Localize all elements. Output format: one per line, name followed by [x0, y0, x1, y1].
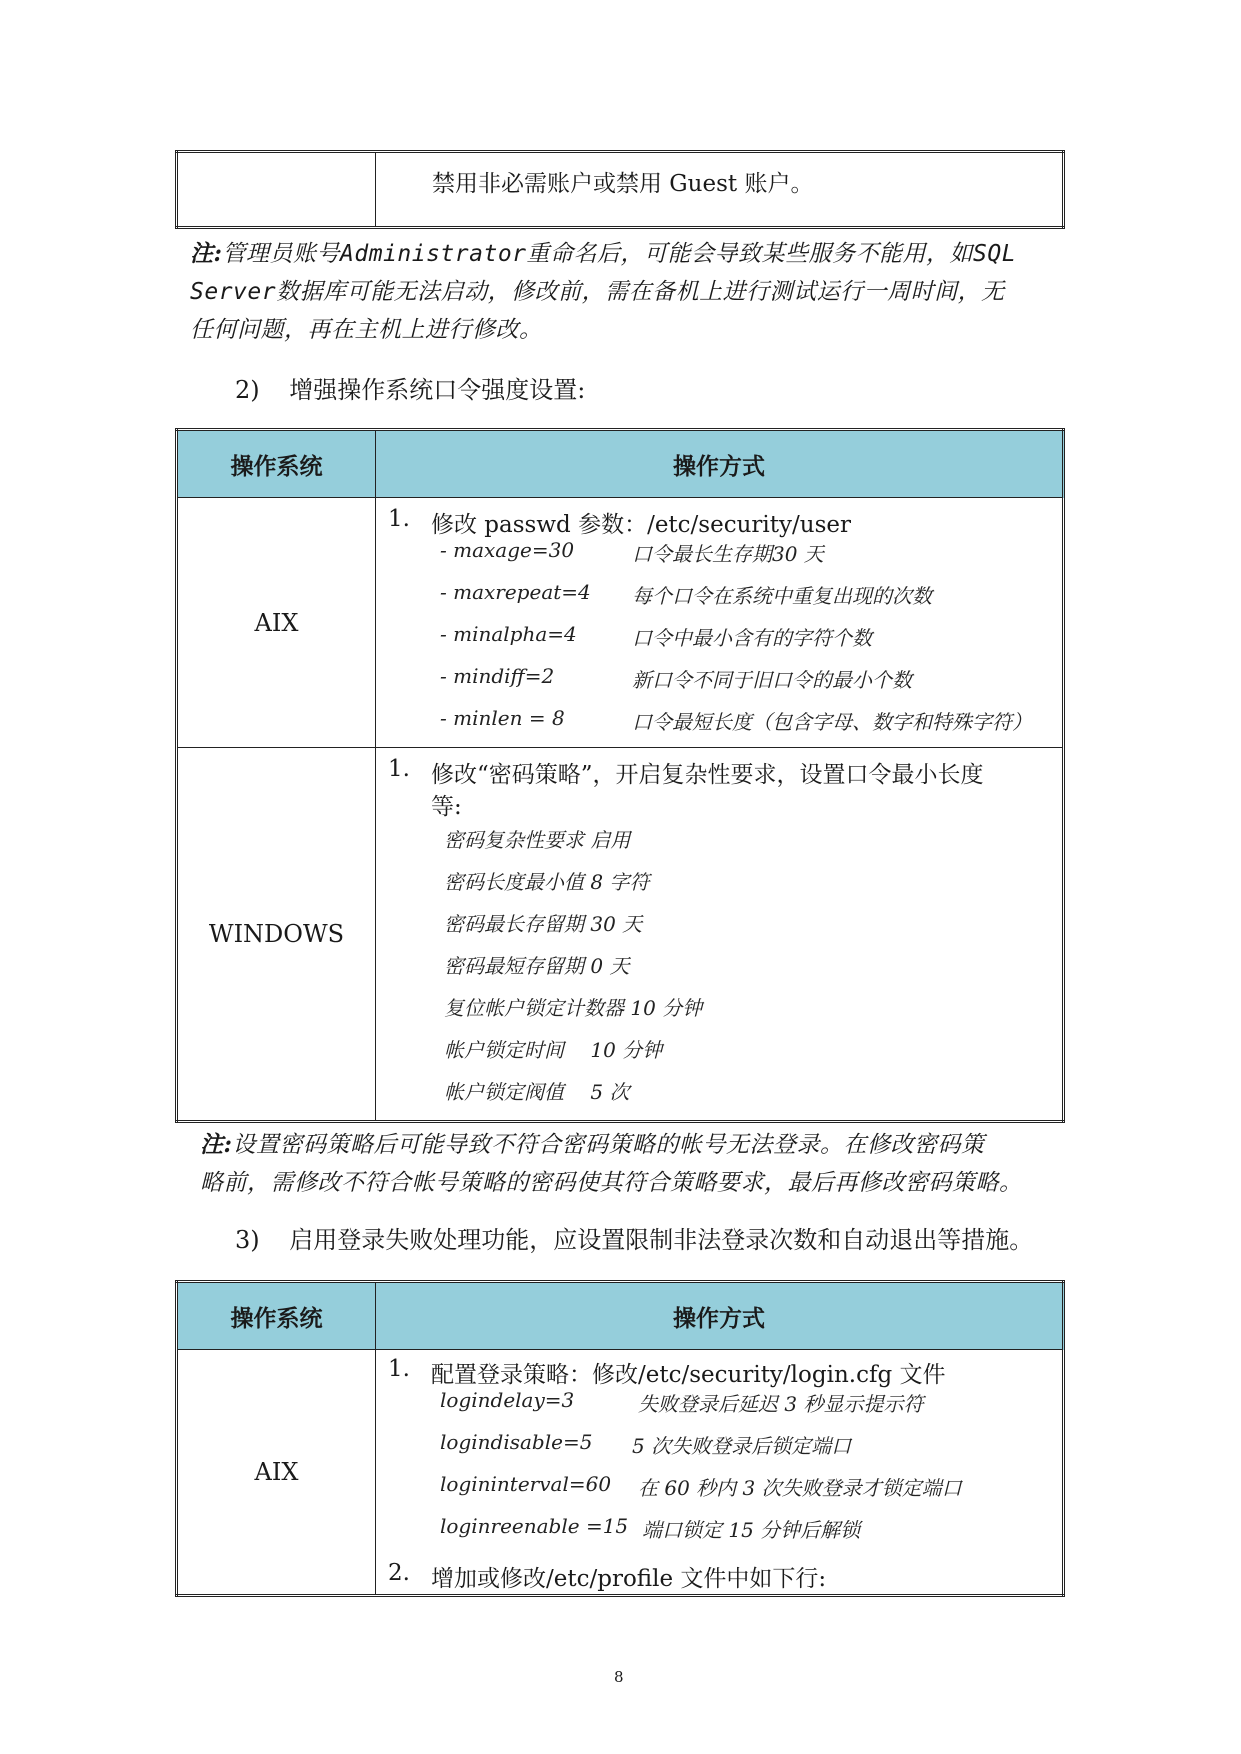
login-failure-table [175, 1280, 1065, 1597]
table-cell-empty [177, 152, 376, 228]
windows-setting: 复位帐户锁定计数器 10 分钟 [444, 996, 703, 1020]
item-number: 2. [388, 1560, 410, 1586]
param-key: - maxage=30 [440, 538, 575, 562]
note-text: 管理员账号 [222, 241, 340, 267]
page-number: 8 [614, 1668, 624, 1686]
param-desc: 失败登录后延迟 3 秒显示提示符 [638, 1392, 924, 1416]
param-key: - minlen = 8 [440, 706, 565, 730]
header-method: 操作方式 [376, 1282, 1064, 1350]
param-key: - mindiff=2 [440, 664, 555, 688]
aix-login-method-cell [376, 1350, 1064, 1596]
windows-setting: 密码最短存留期 0 天 [444, 954, 630, 978]
aix-profile-text: 增加或修改/etc/profile 文件中如下行: [431, 1566, 827, 1592]
password-policy-table [175, 428, 1065, 1123]
param-key: - maxrepeat=4 [440, 580, 591, 604]
windows-method-cell [376, 748, 1064, 1122]
item-number: 1. [388, 1356, 410, 1382]
section-number: 3) [235, 1226, 260, 1254]
item-number: 1. [388, 506, 410, 532]
note-line-3: 任何问题，再在主机上进行修改。 [190, 317, 543, 343]
param-desc: 新口令不同于旧口令的最小个数 [632, 668, 912, 692]
header-os: 操作系统 [177, 1282, 376, 1350]
table-top-continuation [175, 150, 1065, 229]
note-text: 数据库可能无法启动，修改前，需在备机上进行测试运行一周时间，无 [276, 279, 1005, 305]
os-aix: AIX [177, 498, 376, 748]
note-admin-rename [190, 235, 1070, 349]
param-key: logindelay=3 [440, 1388, 575, 1412]
header-os: 操作系统 [177, 430, 376, 498]
note-mono-text: SQL [973, 241, 1017, 267]
table-cell-text [376, 152, 1064, 228]
os-aix: AIX [177, 1350, 376, 1596]
section-number: 2) [235, 376, 260, 404]
aix-method-cell [376, 498, 1064, 748]
note-line-2 [190, 273, 1070, 311]
section-text: 启用登录失败处理功能，应设置限制非法登录次数和自动退出等措施。 [289, 1226, 1034, 1254]
section-2-heading [235, 370, 585, 405]
aix-main-text: 修改 passwd 参数：/etc/security/user [431, 512, 851, 538]
windows-setting: 密码复杂性要求 启用 [444, 828, 631, 852]
param-desc: 在 60 秒内 3 次失败登录才锁定端口 [638, 1476, 962, 1500]
windows-setting: 帐户锁定时间 10 分钟 [444, 1038, 663, 1062]
windows-setting: 帐户锁定阀值 5 次 [444, 1080, 630, 1104]
windows-main-text: 修改“密码策略”，开启复杂性要求，设置口令最小长度 [431, 762, 984, 788]
param-desc: 口令中最小含有的字符个数 [632, 626, 872, 650]
note-text: 设置密码策略后可能导致不符合密码策略的帐号无法登录。在修改密码策 [232, 1132, 985, 1158]
note-line-1 [190, 235, 1070, 273]
param-desc: 每个口令在系统中重复出现的次数 [632, 584, 932, 608]
section-text: 增强操作系统口令强度设置: [289, 376, 586, 404]
param-key: logininterval=60 [440, 1472, 612, 1496]
note-text: 重命名后，可能会导致某些服务不能用，如 [526, 241, 974, 267]
note-mono-text: Server [190, 279, 277, 305]
windows-setting: 密码长度最小值 8 字符 [444, 870, 650, 894]
param-desc: 口令最长生存期30 天 [632, 542, 824, 566]
note-line-2: 略前，需修改不符合帐号策略的密码使其符合策略要求，最后再修改密码策略。 [200, 1170, 1023, 1196]
guest-account-text: 禁用非必需账户或禁用 Guest 账户。 [432, 171, 814, 197]
note-label: 注: [200, 1131, 233, 1158]
note-password-policy [200, 1126, 1070, 1202]
param-key: logindisable=5 [440, 1430, 593, 1454]
param-desc: 口令最短长度（包含字母、数字和特殊字符） [632, 710, 1032, 734]
windows-setting: 密码最长存留期 30 天 [444, 912, 643, 936]
item-number: 1. [388, 756, 410, 782]
header-method: 操作方式 [376, 430, 1064, 498]
aix-login-main-text: 配置登录策略：修改/etc/security/login.cfg 文件 [431, 1362, 946, 1388]
note-label: 注: [190, 240, 223, 267]
windows-main-text-cont: 等: [431, 794, 462, 820]
param-key: loginreenable =15 [440, 1514, 629, 1538]
param-desc: 端口锁定 15 分钟后解锁 [642, 1518, 861, 1542]
note-mono-text: Administrator [340, 241, 527, 267]
param-desc: 5 次失败登录后锁定端口 [632, 1434, 852, 1458]
note-line-1 [200, 1126, 1070, 1164]
param-key: - minalpha=4 [440, 622, 577, 646]
section-3-heading [235, 1220, 1033, 1255]
os-windows: WINDOWS [177, 748, 376, 1122]
